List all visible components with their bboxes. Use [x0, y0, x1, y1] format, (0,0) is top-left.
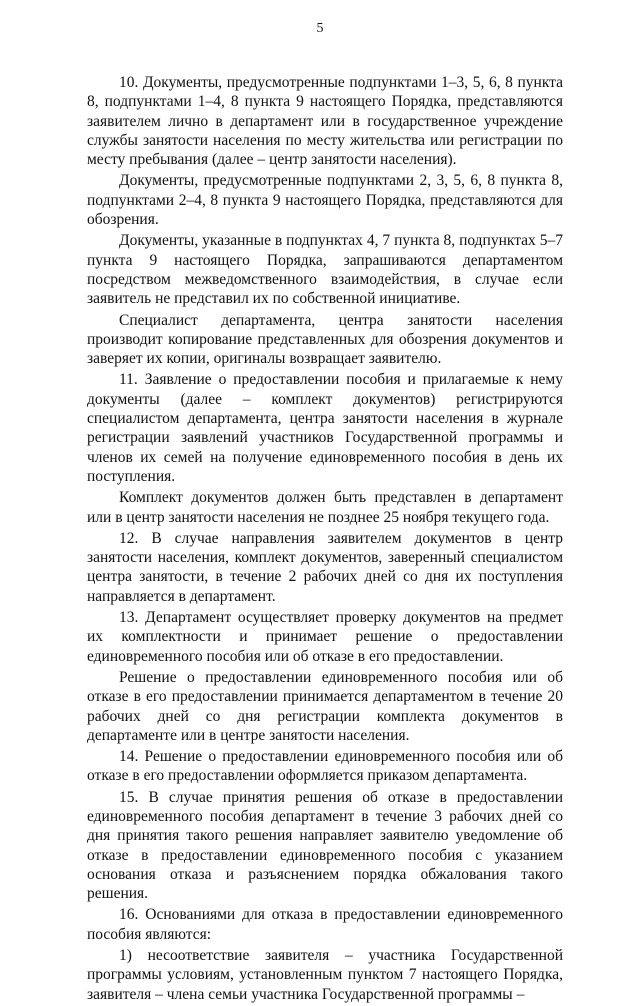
- paragraph-14: 14. Решение о предоставлении единовременного пособия или об отказе в его предоставлении оформляется приказом департамента.: [87, 748, 563, 785]
- paragraph-16-item-1: 1) несоответствие заявителя – участника Государственной программы условиям, установленным пунктом 7 настоящего Порядка, заявителя – члена семьи участника Государственной программы –: [87, 947, 563, 1003]
- page-number: 5: [316, 21, 324, 36]
- paragraph-13: 13. Департамент осуществляет проверку документов на предмет их комплектности и принимает решение о предоставлении единовременного пособия или об отказе в его предоставлении.: [87, 609, 563, 665]
- document-body: [87, 73, 563, 1006]
- paragraph-10-copying: Специалист департамента, центра занятости населения производит копирование представленных для обозрения документов и заверяет их копии, оригиналы возвращает заявителю.: [87, 311, 563, 368]
- paragraph-13-decision: Решение о предоставлении единовременного пособия или об отказе в его предоставлении принимается департаментом в течение 20 рабочих дней со дня регистрации комплекта документов в департаменте или в центре занятости населения.: [87, 668, 563, 744]
- paragraph-10: 10. Документы, предусмотренные подпунктами 1–3, 5, 6, 8 пункта 8, подпунктами 1–4, 8 пункта 9 настоящего Порядка, представляются заявителем лично в департамент или в государственное учреждение службы занятости населения по месту жительства или регистрации по месту пребывания (далее – центр занятости населения).: [87, 74, 563, 169]
- paragraph-15: 15. В случае принятия решения об отказе в предоставлении единовременного пособия департамент в течение 3 рабочих дней со дня принятия такого решения направляет заявителю уведомление об отказе в предоставлении единовременного пособия с указанием основания отказа и разъяснением порядка обжалования такого решения.: [87, 788, 563, 903]
- paragraph-10-requested-docs: Документы, указанные в подпунктах 4, 7 пункта 8, подпунктах 5–7 пункта 9 настоящего Порядка, запрашиваются департаментом посредством межведомственного взаимодействия, в случае если заявитель не представил их по собственной инициативе.: [87, 232, 563, 308]
- paragraph-10-review-docs: Документы, предусмотренные подпунктами 2, 3, 5, 6, 8 пункта 8, подпунктами 2–4, 8 пункта 9 настоящего Порядка, представляются для обозрения.: [87, 172, 563, 229]
- paragraph-11: 11. Заявление о предоставлении пособия и прилагаемые к нему документы (далее – комплект документов) регистрируются специалистом департамента, центра занятости населения в журнале регистрации заявлений участников Государственной программы и членов их семей на получение единовременного пособия в день их поступления.: [87, 371, 563, 485]
- paragraph-11-deadline: Комплект документов должен быть представлен в департамент или в центр занятости населения не позднее 25 ноября текущего года.: [87, 489, 563, 526]
- paragraph-16: 16. Основаниями для отказа в предоставлении единовременного пособия являются:: [87, 906, 563, 943]
- paragraph-12: 12. В случае направления заявителем документов в центр занятости населения, комплект документов, заверенный специалистом центра занятости, в течение 2 рабочих дней со дня их поступления направляется в департамент.: [87, 529, 563, 605]
